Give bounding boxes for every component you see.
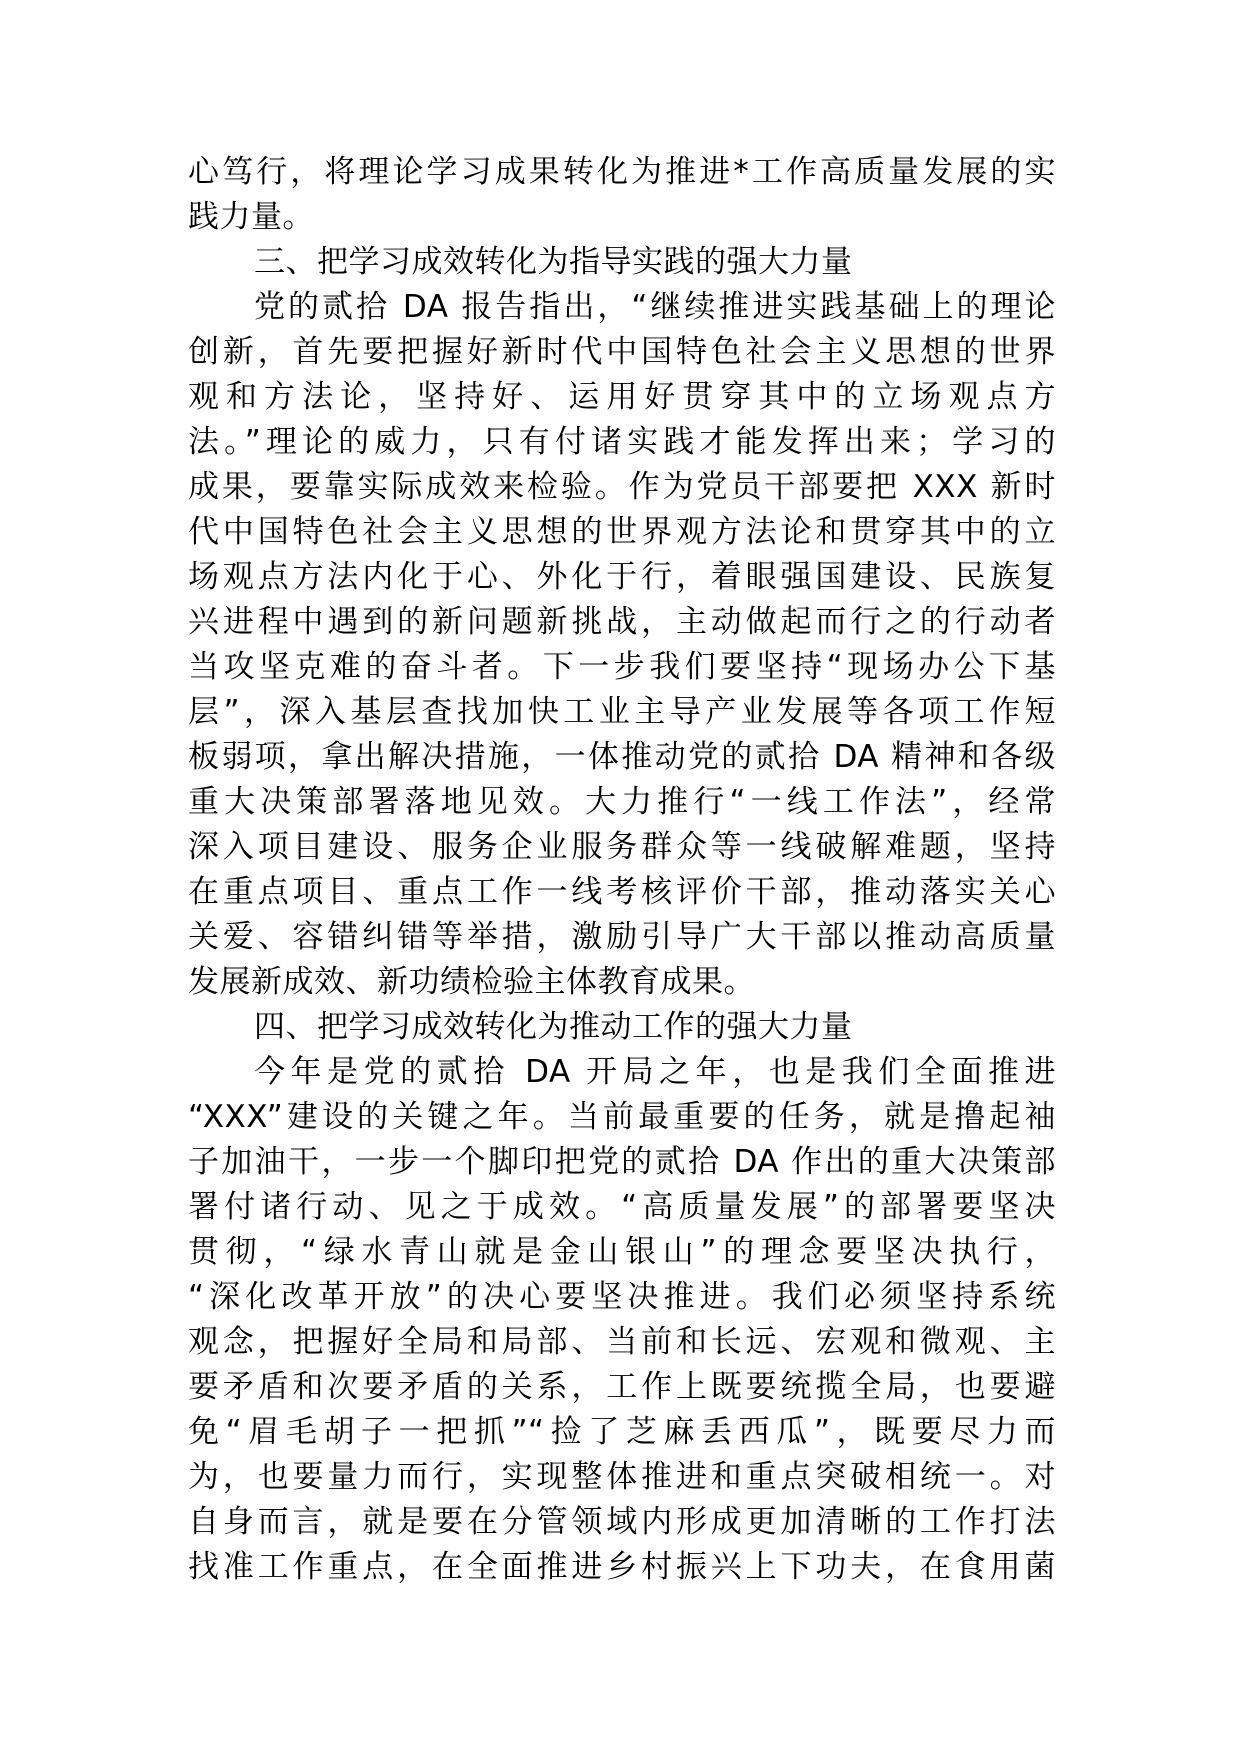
text-line: 为，也要量力而行，实现整体推进和重点突破相统一。对 <box>188 1459 1056 1495</box>
text-line: 观和方法论，坚持好、运用好贯穿其中的立场观点方 <box>188 379 1056 415</box>
text-line: 深入项目建设、服务企业服务群众等一线破解难题，坚持 <box>188 829 1056 865</box>
text-line: 要矛盾和次要矛盾的关系，工作上既要统揽全局，也要避 <box>188 1369 1056 1405</box>
text-line: 成果，要靠实际成效来检验。作为党员干部要把 XXX 新时 <box>188 469 1056 505</box>
text-line: 场观点方法内化于心、外化于行，着眼强国建设、民族复 <box>188 559 1056 595</box>
text-line: 代中国特色社会主义思想的世界观方法论和贯穿其中的立 <box>188 514 1056 550</box>
text-line: 层”，深入基层查找加快工业主导产业发展等各项工作短 <box>188 694 1056 730</box>
text-line: 践力量。 <box>188 199 314 235</box>
text-line: “深化改革开放”的决心要坚决推进。我们必须坚持系统 <box>188 1279 1056 1315</box>
text-line: 当攻坚克难的奋斗者。下一步我们要坚持“现场办公下基 <box>188 649 1056 685</box>
text-line: 党的贰拾 DA 报告指出，“继续推进实践基础上的理论 <box>254 289 1056 325</box>
text-line: 心笃行，将理论学习成果转化为推进*工作高质量发展的实 <box>188 154 1056 190</box>
text-line: 今年是党的贰拾 DA 开局之年，也是我们全面推进 <box>254 1054 1056 1090</box>
text-line: 贯彻，“绿水青山就是金山银山”的理念要坚决执行， <box>188 1234 1056 1270</box>
text-line: 署付诸行动、见之于成效。“高质量发展”的部署要坚决 <box>188 1189 1056 1225</box>
text-line: 免“眉毛胡子一把抓”“捡了芝麻丢西瓜”，既要尽力而 <box>188 1414 1056 1450</box>
text-line: “XXX”建设的关键之年。当前最重要的任务，就是撸起袖 <box>188 1099 1056 1135</box>
text-line: 观念，把握好全局和局部、当前和长远、宏观和微观、主 <box>188 1324 1056 1360</box>
text-line: 法。”理论的威力，只有付诸实践才能发挥出来；学习的 <box>188 424 1056 460</box>
text-line: 重大决策部署落地见效。大力推行“一线工作法”，经常 <box>188 784 1056 820</box>
text-line: 关爱、容错纠错等举措，激励引导广大干部以推动高质量 <box>188 919 1056 955</box>
text-line: 板弱项，拿出解决措施，一体推动党的贰拾 DA 精神和各级 <box>188 739 1056 775</box>
section-heading: 四、把学习成效转化为推动工作的强大力量 <box>254 1009 853 1045</box>
text-line: 子加油干，一步一个脚印把党的贰拾 DA 作出的重大决策部 <box>188 1144 1056 1180</box>
text-line: 在重点项目、重点工作一线考核评价干部，推动落实关心 <box>188 874 1056 910</box>
document-body <box>188 150 1056 1590</box>
text-line: 自身而言，就是要在分管领域内形成更加清晰的工作打法 <box>188 1504 1056 1540</box>
text-line: 创新，首先要把握好新时代中国特色社会主义思想的世界 <box>188 334 1056 370</box>
text-line: 兴进程中遇到的新问题新挑战，主动做起而行之的行动者 <box>188 604 1056 640</box>
section-heading: 三、把学习成效转化为指导实践的强大力量 <box>254 244 853 280</box>
text-line: 发展新成效、新功绩检验主体教育成果。 <box>188 964 755 1000</box>
text-line: 找准工作重点，在全面推进乡村振兴上下功夫，在食用菌 <box>188 1549 1056 1585</box>
